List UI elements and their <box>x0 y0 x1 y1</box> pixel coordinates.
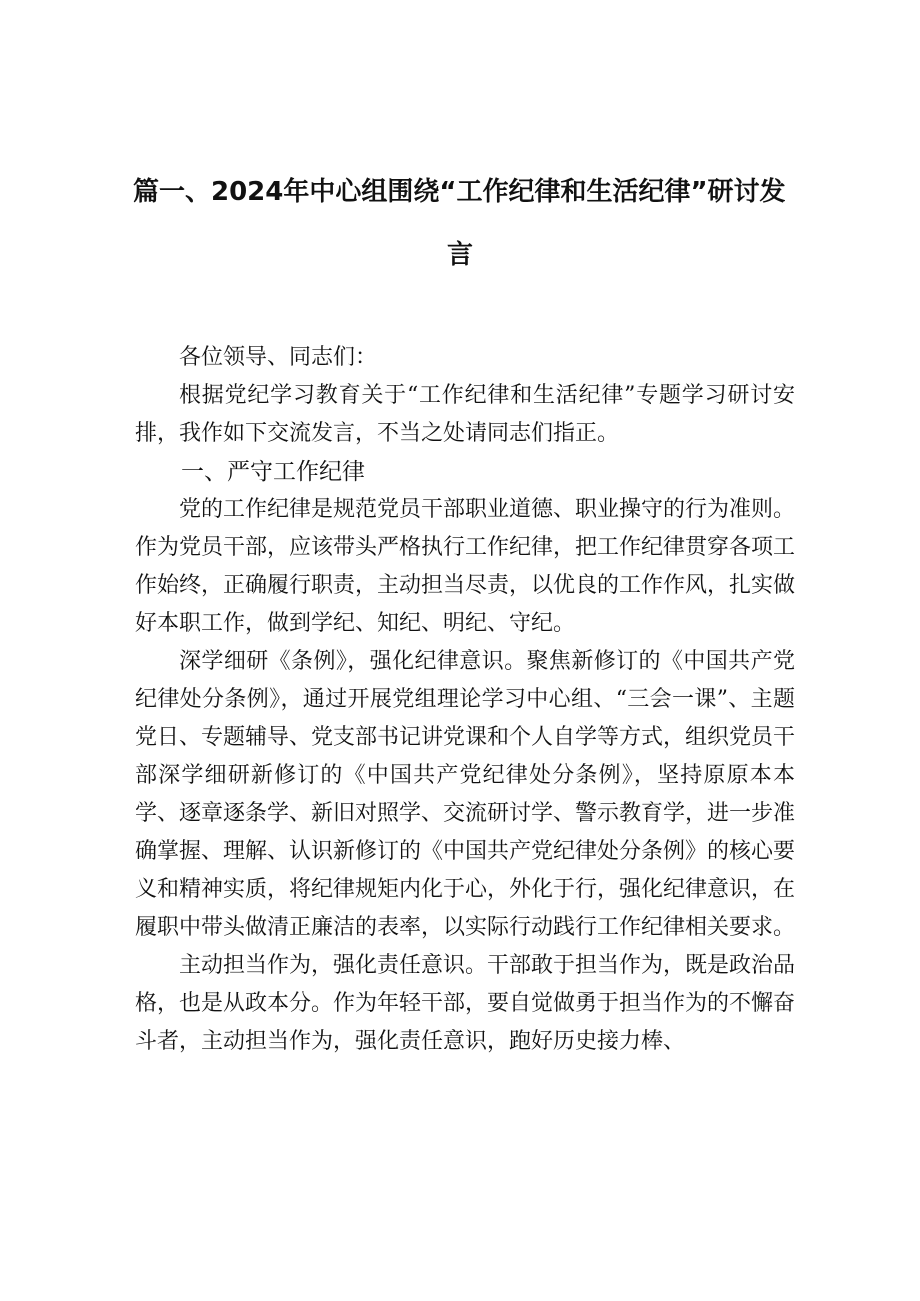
body-paragraph: 党的工作纪律是规范党员干部职业道德、职业操守的行为准则。作为党员干部，应该带头严格执行工作纪律，把工作纪律贯穿各项工作始终，正确履行职责，主动担当尽责，以优良的工作作风，扎实做好本职工作，做到学纪、知纪、明纪、守纪。 <box>135 497 796 636</box>
body-paragraph: 主动担当作为，强化责任意识。干部敢于担当作为，既是政治品格，也是从政本分。作为年轻干部，要自觉做勇于担当作为的不懈奋斗者，主动担当作为，强化责任意识，跑好历史接力棒、 <box>135 953 796 1054</box>
intro-paragraph: 根据党纪学习教育关于“工作纪律和生活纪律”专题学习研讨安排，我作如下交流发言，不当之处请同志们指正。 <box>135 383 795 446</box>
section-heading: 一、严守工作纪律 <box>181 459 365 485</box>
body-paragraph: 深学细研《条例》，强化纪律意识。聚焦新修订的《中国共产党纪律处分条例》，通过开展党组理论学习中心组、“三会一课”、主题党日、专题辅导、党支部书记讲党课和个人自学等方式，组织党员干部深学细研新修订的《中国共产党纪律处分条例》，坚持原原本本学、逐章逐条学、新旧对照学、交流研讨学、警示教育学，进一步准确掌握、理解、认识新修订的《中国共产党纪律处分条例》的核心要义和精神实质，将纪律规矩内化于心，外化于行，强化纪律意识，在履职中带头做清正廉洁的表率，以实际行动践行工作纪律相关要求。 <box>135 649 796 940</box>
document-body <box>135 339 795 1061</box>
salutation: 各位领导、同志们： <box>179 345 378 370</box>
document-title-line1: 篇一、2024年中心组围绕“工作纪律和生活纪律”研讨发 <box>133 177 786 207</box>
document-title-line2: 言 <box>446 240 473 270</box>
